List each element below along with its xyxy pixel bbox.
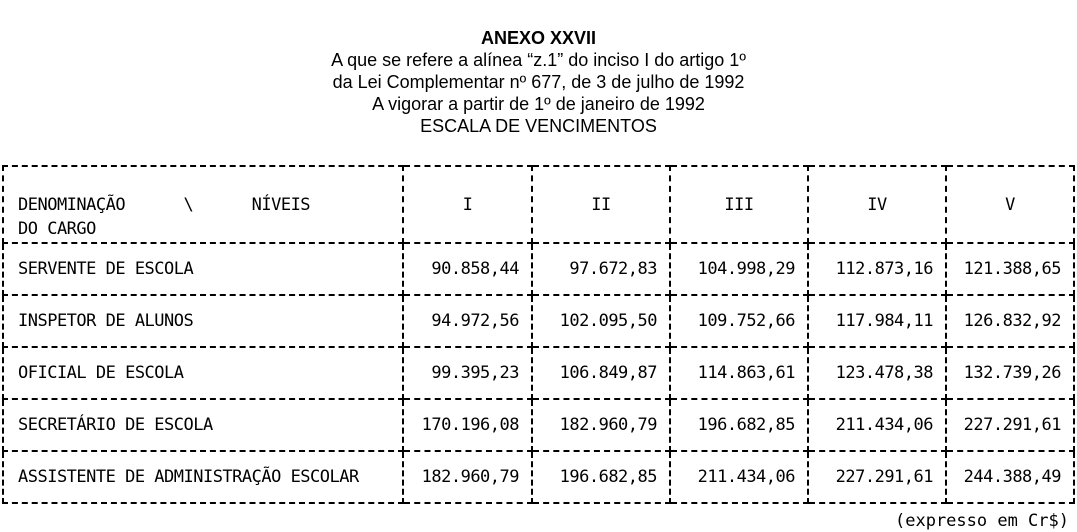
corner-header-cell <box>3 166 403 243</box>
table-row <box>3 399 1074 451</box>
salary-cell-level-ii: 182.960,79 <box>532 399 670 451</box>
level-header-ii: II <box>532 166 670 243</box>
cargo-label: DO CARGO <box>18 219 96 239</box>
salary-cell-level-v: 244.388,49 <box>946 451 1074 503</box>
salary-cell-level-iv: 123.478,38 <box>808 347 946 399</box>
denomination-levels-label: DENOMINAÇÃO \ NÍVEIS <box>18 195 311 215</box>
cargo-name-cell: OFICIAL DE ESCOLA <box>3 347 403 399</box>
salary-cell-level-iii: 104.998,29 <box>670 243 808 295</box>
level-header-iii: III <box>670 166 808 243</box>
salary-cell-level-v: 227.291,61 <box>946 399 1074 451</box>
effective-date-line: A vigorar a partir de 1º de janeiro de 1992 <box>372 94 705 114</box>
scale-title: ESCALA DE VENCIMENTOS <box>420 116 657 136</box>
salary-cell-level-ii: 106.849,87 <box>532 347 670 399</box>
cargo-name-cell: INSPETOR DE ALUNOS <box>3 295 403 347</box>
salary-cell-level-v: 126.832,92 <box>946 295 1074 347</box>
level-header-v: V <box>946 166 1074 243</box>
cargo-name-cell: ASSISTENTE DE ADMINISTRAÇÃO ESCOLAR <box>3 451 403 503</box>
salary-cell-level-i: 90.858,44 <box>403 243 532 295</box>
salary-cell-level-i: 94.972,56 <box>403 295 532 347</box>
annex-title: ANEXO XXVII <box>480 28 597 48</box>
salary-cell-level-ii: 97.672,83 <box>532 243 670 295</box>
currency-note: (expresso em Cr$) <box>895 511 1069 531</box>
salary-cell-level-ii: 196.682,85 <box>532 451 670 503</box>
salary-cell-level-iv: 112.873,16 <box>808 243 946 295</box>
cargo-name-cell: SECRETÁRIO DE ESCOLA <box>3 399 403 451</box>
salary-cell-level-v: 121.388,65 <box>946 243 1074 295</box>
level-header-i: I <box>403 166 532 243</box>
table-row <box>3 295 1074 347</box>
table-row <box>3 451 1074 503</box>
salary-cell-level-iii: 211.434,06 <box>670 451 808 503</box>
salary-cell-level-iv: 117.984,11 <box>808 295 946 347</box>
salary-cell-level-v: 132.739,26 <box>946 347 1074 399</box>
salary-cell-level-iii: 196.682,85 <box>670 399 808 451</box>
level-header-iv: IV <box>808 166 946 243</box>
table-header-row <box>3 166 1074 243</box>
salary-cell-level-iv: 211.434,06 <box>808 399 946 451</box>
table-row <box>3 243 1074 295</box>
reference-line: A que se refere a alínea “z.1” do inciso I do artigo 1º <box>331 50 746 70</box>
salary-cell-level-ii: 102.095,50 <box>532 295 670 347</box>
salary-cell-level-iv: 227.291,61 <box>808 451 946 503</box>
salary-cell-level-i: 182.960,79 <box>403 451 532 503</box>
salary-cell-level-i: 99.395,23 <box>403 347 532 399</box>
salary-cell-level-iii: 109.752,66 <box>670 295 808 347</box>
cargo-name-cell: SERVENTE DE ESCOLA <box>3 243 403 295</box>
law-line: da Lei Complementar nº 677, de 3 de julho de 1992 <box>332 72 745 92</box>
salary-cell-level-i: 170.196,08 <box>403 399 532 451</box>
salary-table <box>2 165 1075 504</box>
salary-cell-level-iii: 114.863,61 <box>670 347 808 399</box>
document-header <box>0 27 1077 137</box>
table-row <box>3 347 1074 399</box>
